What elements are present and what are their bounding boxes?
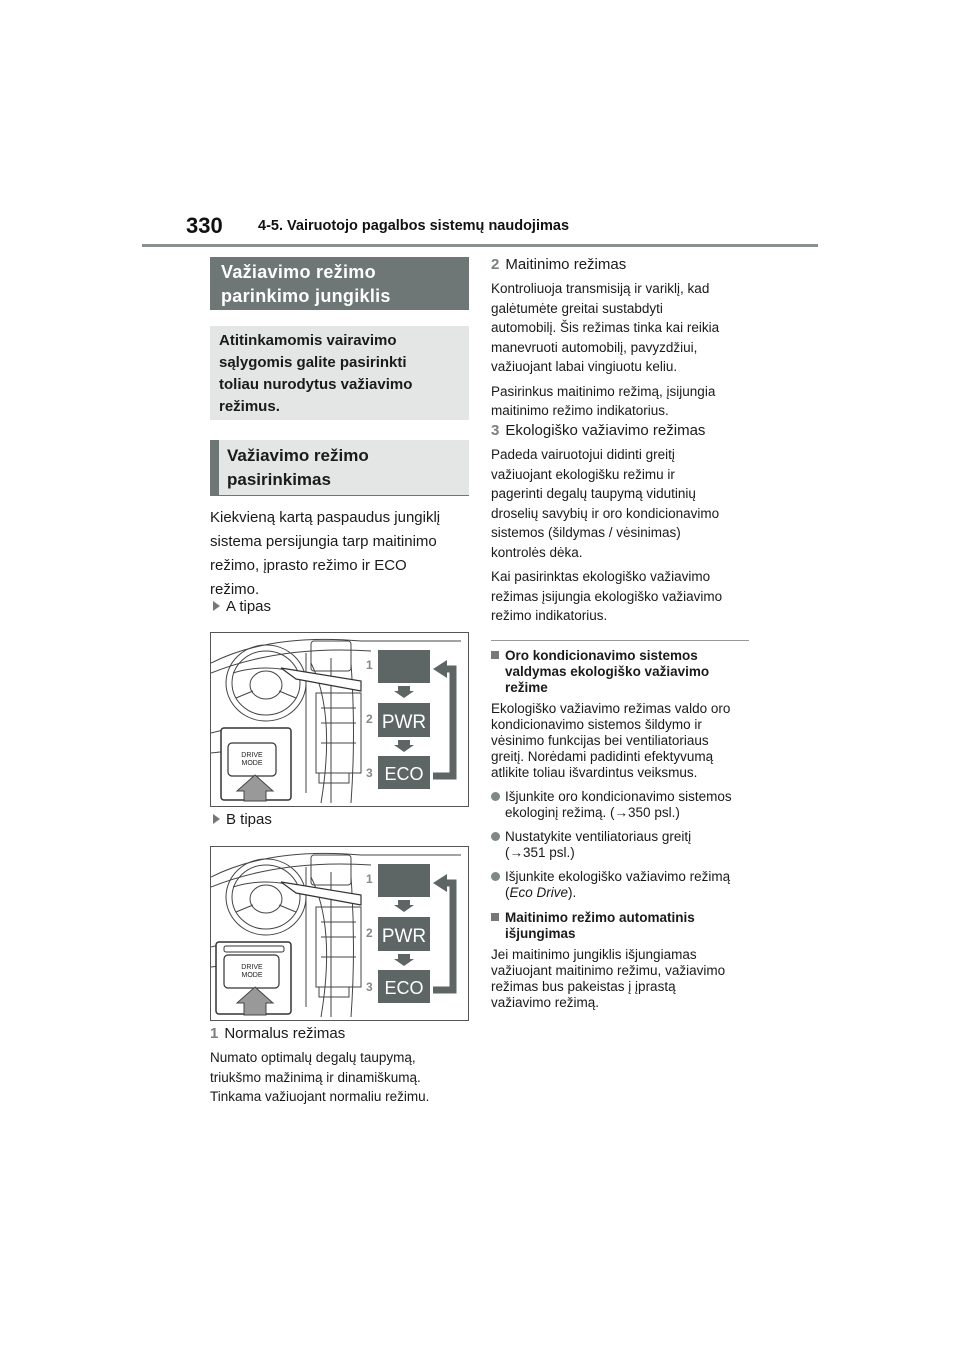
square-bullet-icon (491, 913, 499, 921)
paragraph-line-4: režimo. (210, 581, 260, 598)
item-3-line-5: sistemos (šildymas / vėsinimas) (491, 525, 681, 540)
item-2-line-6: Pasirinkus maitinimo režimą, įsijungia (491, 383, 716, 399)
figure-type-a (210, 632, 469, 807)
sub-heading (210, 440, 469, 495)
dashboard-illustration-b (211, 847, 468, 1020)
mode-number-1: 1 (366, 658, 373, 672)
intro-line-4: režimus. (219, 398, 280, 415)
note-2-line-3: režimas bus pakeistas į įprastą (491, 979, 676, 994)
header-divider (142, 244, 818, 247)
item-3-line-2: važiuojant ekologišku režimu ir (491, 466, 675, 482)
note-1-line-5: atlikite toliau išvardintus veiksmus. (491, 765, 698, 780)
item-3-heading (491, 422, 705, 439)
paragraph-line-1: Kiekvieną kartą paspaudus jungiklį (210, 509, 441, 526)
mode-number-b-1: 1 (366, 872, 373, 886)
main-heading (210, 257, 469, 310)
mode-number-b-3: 3 (366, 980, 373, 994)
normal-mode-indicator (378, 650, 430, 683)
item-2-line-4: manevruoti automobilį, pavyzdžiui, (491, 339, 698, 355)
item-1-line-3: Tinkama važiuojant normaliu režimu. (210, 1089, 430, 1104)
paragraph-line-3: režimo, įprasto režimo ir ECO (210, 557, 407, 574)
note-1-heading (491, 648, 753, 696)
eco-label: ECO (384, 764, 424, 784)
item-2-text (491, 279, 753, 421)
item-2-line-2: galėtumėte greitai sustabdyti (491, 300, 663, 316)
item-2-number: 2 (491, 256, 500, 273)
note-1-line-3: vėsinimo funkcijas bei ventiliatoriaus (491, 733, 709, 748)
dashboard-illustration-a (211, 633, 468, 806)
drive-mode-label-2: MODE (241, 760, 263, 767)
item-2-line-1: Kontroliuoja transmisiją ir variklį, kad (491, 281, 710, 296)
section-title: 4-5. Vairuotojo pagalbos sistemų naudojimas (258, 218, 570, 234)
note-2-line-1: Jei maitinimo jungiklis išjungiamas (491, 947, 697, 962)
sub-heading-line-2: pasirinkimas (227, 470, 331, 489)
note-1-head-line-1: Oro kondicionavimo sistemos (505, 648, 698, 663)
mode-number-3: 3 (366, 766, 373, 780)
normal-mode-indicator-b (378, 864, 430, 897)
item-3-line-7: Kai pasirinktas ekologiško važiavimo (491, 569, 711, 584)
note-1-head-line-3: režime (505, 680, 548, 695)
main-heading-line-1: Važiavimo režimo (221, 262, 376, 282)
type-b-label (213, 811, 272, 828)
triangle-bullet-icon (213, 601, 220, 611)
note-1-line-1: Ekologiško važiavimo režimas valdo oro (491, 701, 731, 716)
intro-paragraph (210, 506, 472, 602)
sub-heading-line-1: Važiavimo režimo (227, 446, 369, 465)
type-a-text: A tipas (226, 598, 272, 615)
item-1-line-2: triukšmo mažinimą ir dinamiškumą. (210, 1069, 421, 1085)
note-2-text (491, 947, 753, 1011)
note-1-line-4: greitį. Norėdami padidinti efektyvumą (491, 749, 714, 764)
bullet-3-open-paren: ( (505, 885, 510, 900)
item-2-title: Maitinimo režimas (505, 256, 627, 273)
intro-line-1: Atitinkamomis vairavimo (219, 332, 397, 349)
sub-heading-underline (210, 495, 469, 496)
bullet-1-line-1: Išjunkite oro kondicionavimo sistemos (505, 789, 732, 804)
round-bullet-icon (491, 792, 500, 801)
item-2-line-5: važiuojant labai vingiuotu keliu. (491, 359, 678, 374)
round-bullet-icon (491, 872, 500, 881)
item-1-text (210, 1048, 472, 1107)
pwr-label: PWR (381, 712, 427, 733)
eco-drive-term: Eco Drive (509, 885, 569, 900)
note-2-line-4: važiavimo režimą. (491, 995, 600, 1010)
item-1-number: 1 (210, 1025, 219, 1042)
bullet-2-line-1: Nustatykite ventiliatoriaus greitį (505, 829, 692, 844)
figure-type-b (210, 846, 469, 1021)
notes-divider (491, 640, 749, 641)
note-1-text (491, 701, 753, 781)
item-3-line-6: kontrolės dėka. (491, 544, 583, 560)
item-3-text (491, 445, 753, 626)
bullet-1-line-2: ekologinį režimą. (→350 psl.) (505, 805, 680, 820)
note-1-line-2: kondicionavimo sistemos šildymo ir (491, 717, 702, 732)
mode-number-b-2: 2 (366, 926, 373, 940)
drive-mode-label-b-2: MODE (241, 972, 263, 979)
mode-number-2: 2 (366, 712, 373, 726)
eco-label-b: ECO (384, 978, 424, 998)
item-3-line-1: Padeda vairuotojui didinti greitį (491, 447, 675, 462)
item-3-line-4: droselių savybių ir oro kondicionavimo (491, 505, 720, 521)
item-1-title: Normalus režimas (224, 1025, 346, 1042)
item-1-heading (210, 1025, 345, 1042)
paragraph-line-2: sistema persijungia tarp maitinimo (210, 533, 437, 550)
note-2-head-line-1: Maitinimo režimo automatinis (505, 910, 695, 925)
intro-line-3: toliau nurodytus važiavimo (219, 376, 413, 393)
note-2-heading (491, 910, 753, 942)
triangle-bullet-icon (213, 814, 220, 824)
bullet-3-close-paren: ). (568, 885, 577, 900)
type-a-label (213, 598, 271, 615)
type-b-text: B tipas (226, 811, 272, 828)
round-bullet-icon (491, 832, 500, 841)
item-2-line-3: automobilį. Šis režimas tinka kai reikia (491, 320, 720, 335)
item-1-line-1: Numato optimalų degalų taupymą, (210, 1050, 416, 1065)
note-ac-control (491, 648, 753, 1011)
item-3-line-3: pagerinti degalų taupymą vidutinių (491, 486, 696, 501)
note-1-head-line-2: valdymas ekologiško važiavimo (505, 664, 710, 679)
item-2-heading (491, 256, 626, 273)
item-3-title: Ekologiško važiavimo režimas (505, 422, 706, 439)
note-1-bullet-1 (491, 789, 753, 821)
item-3-line-8: režimas įsijungia ekologiško važiavimo (491, 588, 723, 604)
note-2-head-line-2: išjungimas (505, 926, 576, 941)
item-2-line-7: maitinimo režimo indikatorius. (491, 403, 669, 418)
square-bullet-icon (491, 651, 499, 659)
intro-line-2: sąlygomis galite pasirinkti (219, 354, 407, 371)
item-3-line-9: režimo indikatorius. (491, 608, 608, 623)
note-1-bullet-2 (491, 829, 753, 861)
bullet-2-line-2: (→351 psl.) (505, 845, 575, 860)
item-3-number: 3 (491, 422, 500, 439)
page-number: 330 (186, 213, 223, 238)
main-heading-line-2: parinkimo jungiklis (221, 286, 391, 306)
note-2-line-2: važiuojant maitinimo režimu, važiavimo (491, 963, 726, 978)
intro-box (210, 326, 469, 420)
drive-mode-label-b-1: DRIVE (241, 964, 263, 971)
bullet-3-line-1: Išjunkite ekologiško važiavimo režimą (505, 869, 731, 884)
pwr-label-b: PWR (381, 926, 427, 947)
drive-mode-label-1: DRIVE (241, 752, 263, 759)
note-1-bullet-3 (491, 869, 753, 901)
